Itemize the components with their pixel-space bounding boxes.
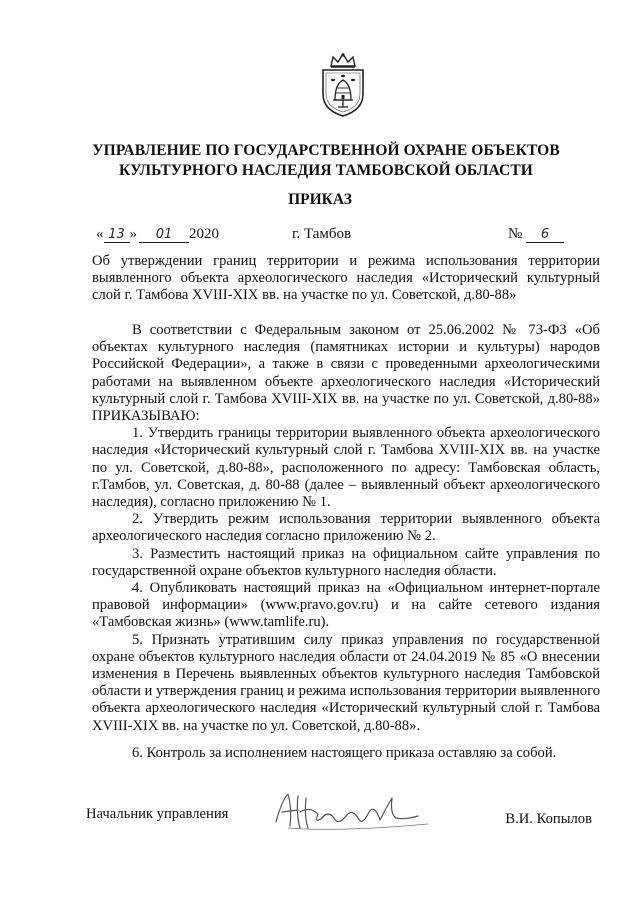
order-item-2: 2. Утвердить режим использования территории выявленного объекта археологического наследия согласно приложению № 2. (92, 511, 600, 545)
document-type-title: ПРИКАЗ (288, 191, 352, 208)
order-item-6: 6. Контроль за исполнением настоящего приказа оставляю за собой. (132, 744, 557, 761)
order-number-label: № (508, 226, 523, 242)
date-day: 13 (104, 228, 130, 243)
order-date (96, 226, 219, 243)
organization-name-line-1: УПРАВЛЕНИЕ ПО ГОСУДАРСТВЕННОЙ ОХРАНЕ ОБЪЕКТОВ (92, 142, 560, 159)
date-open-quote: « (96, 226, 104, 242)
signatory-role: Начальник управления (86, 806, 229, 822)
date-month: 01 (139, 228, 189, 243)
order-body (92, 322, 600, 762)
date-year: 2020 (189, 226, 219, 242)
signatory-name: В.И. Копылов (505, 811, 592, 827)
handwritten-signature-icon (268, 788, 438, 836)
order-item-5: 5. Признать утратившим силу приказ управления по государственной охране объектов культурного наследия области от 24.04.2019 № 85 «О внесении изменения в Перечень выявленных объектов культурного наследия Тамбовской области и утверждения границ и режима использования территории выявленного объекта археологического наследия «Исторический культурный слой г. Тамбова XVIII-XIX вв. на участке по ул. Советской, д.80-88». (92, 631, 600, 734)
date-close-quote: » (129, 226, 137, 242)
order-item-3: 3. Разместить настоящий приказ на официальном сайте управления по государственной охране объектов культурного наследия области. (92, 545, 600, 579)
order-number-value: 6 (526, 228, 564, 243)
preamble: В соответствии с Федеральным законом от 25.06.2002 № 73-ФЗ «Об объектах культурного наследия (памятниках истории и культуры) народов Российской Федерации», а также в связи с проведенными археологическими работами на выявленном объекте археологического наследия «Исторический культурный слой г. Тамбова XVIII-XIX вв. на участке по ул. Советской, д.80-88» ПРИКАЗЫВАЮ: (92, 322, 600, 425)
coat-of-arms-icon (317, 52, 369, 118)
organization-name (60, 141, 592, 181)
order-item-1: 1. Утвердить границы территории выявленного объекта археологического наследия «Исторический культурный слой г. Тамбова XVIII-XIX вв. на участке по ул. Советской, д.80-88», расположенного по адресу: Тамбовская область, г.Тамбов, ул. Советская, д. 80-88 (далее – выявленный объект археологического наследия), согласно приложению № 1. (92, 425, 600, 511)
organization-name-line-2: КУЛЬТУРНОГО НАСЛЕДИЯ ТАМБОВСКОЙ ОБЛАСТИ (119, 162, 533, 179)
order-item-4: 4. Опубликовать настоящий приказ на «Официальном интернет-портале правовой информации» (www.pravo.gov.ru) и на сайте сетевого издания «Тамбовская жизнь» (www.tamlife.ru). (92, 580, 600, 631)
order-number (508, 226, 564, 243)
order-subject: Об утверждении границ территории и режима использования территории выявленного объекта археологического наследия «Исторический культурный слой г. Тамбова XVIII-XIX вв. на участке по ул. Советской, д.80-88» (92, 253, 600, 303)
city: г. Тамбов (292, 226, 352, 242)
